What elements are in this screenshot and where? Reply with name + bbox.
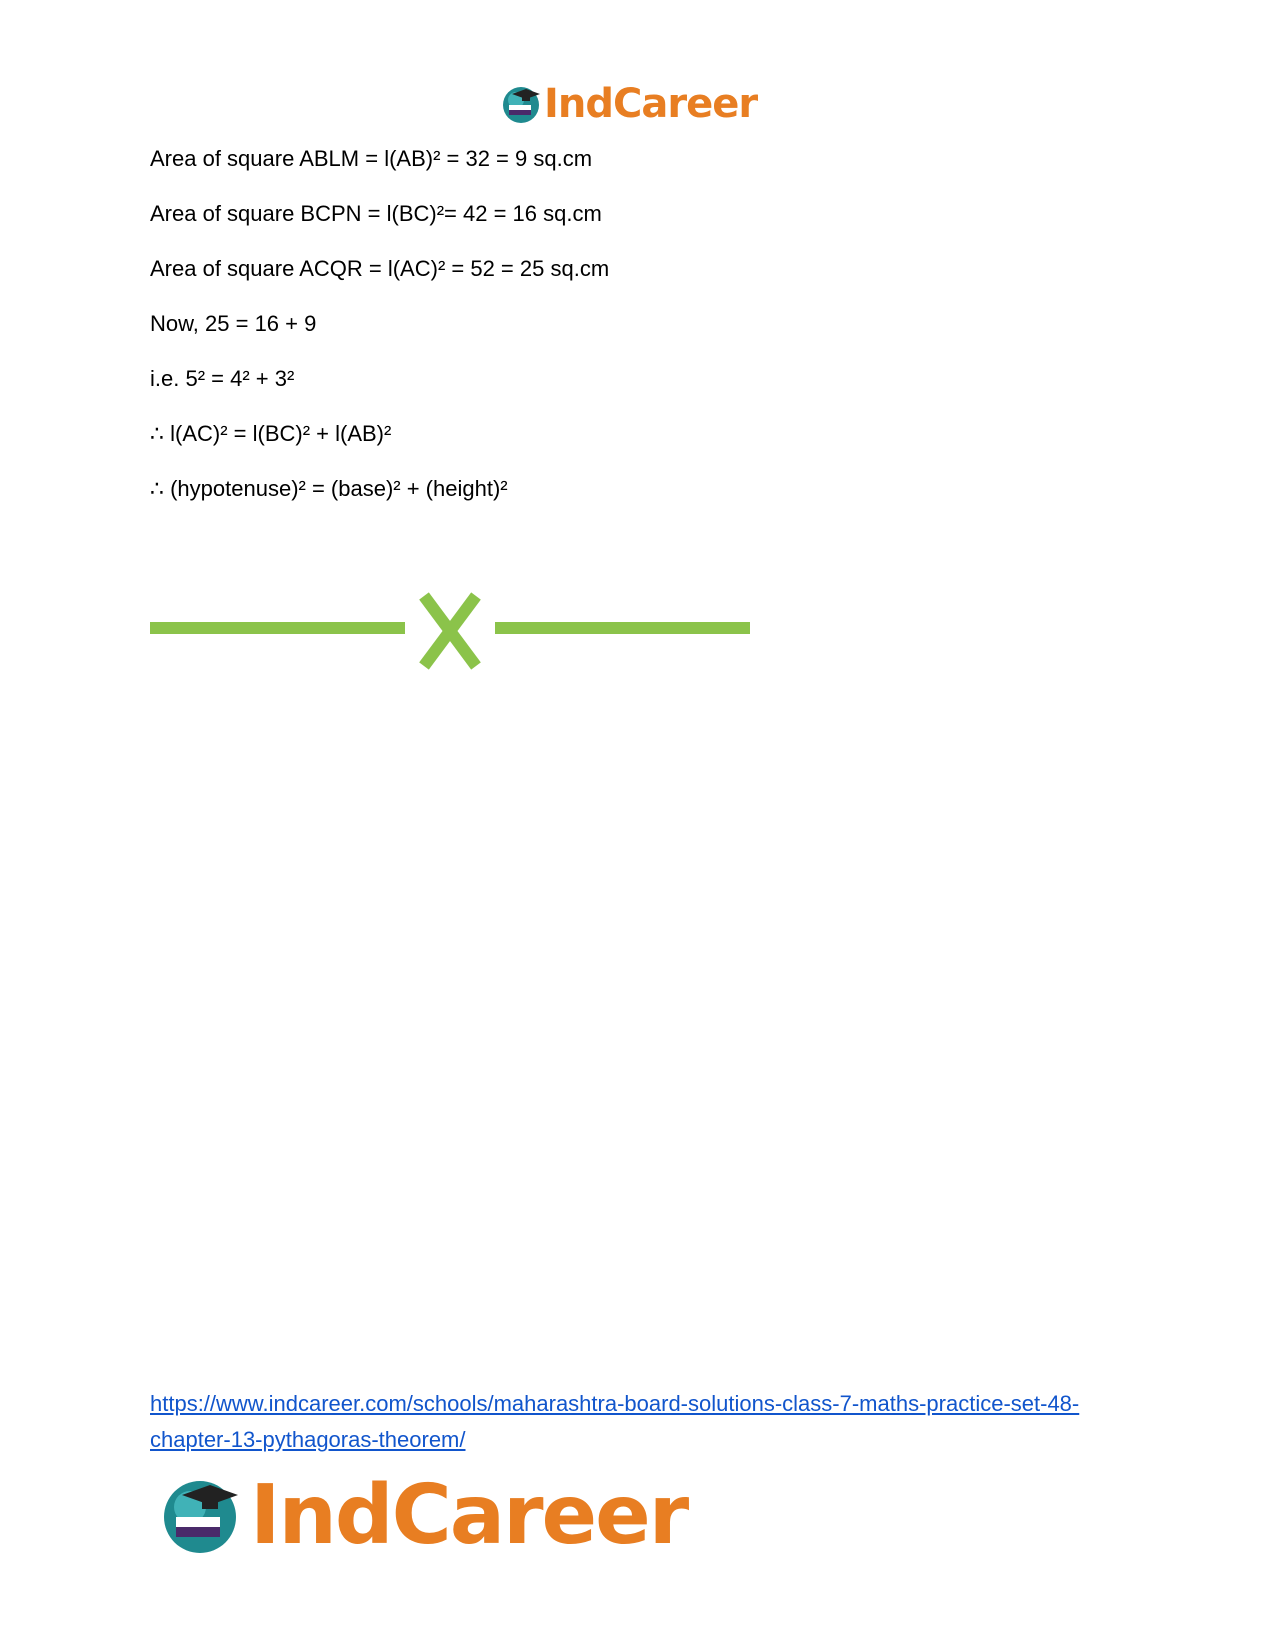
graduation-book-globe-icon	[158, 1473, 242, 1557]
text-line: Area of square ABLM = l(AB)² = 32 = 9 sq.cm	[150, 146, 593, 171]
text-line: Area of square BCPN = l(BC)²= 42 = 16 sq.cm	[150, 201, 602, 226]
text-line: i.e. 5² = 4² + 3²	[150, 366, 295, 391]
graduation-book-globe-icon	[500, 83, 542, 125]
text-line: Area of square ACQR = l(AC)² = 52 = 25 sq.cm	[150, 256, 610, 281]
footer-logo-text: IndCareer	[250, 1467, 688, 1563]
text-line: ∴ l(AC)² = l(BC)² + l(AB)²	[150, 421, 392, 446]
header-logo	[500, 78, 757, 130]
x-divider-icon	[150, 592, 750, 672]
source-link-line-2[interactable]: chapter-13-pythagoras-theorem/	[150, 1427, 466, 1452]
header-logo-text: IndCareer	[544, 81, 758, 127]
text-line: ∴ (hypotenuse)² = (base)² + (height)²	[150, 476, 508, 501]
solution-text	[150, 146, 1150, 531]
source-link-line-1[interactable]: https://www.indcareer.com/schools/maharashtra-board-solutions-class-7-maths-practice-set-48-	[150, 1391, 1080, 1416]
footer-logo	[158, 1467, 688, 1563]
source-link[interactable]	[150, 1386, 1150, 1458]
text-line: Now, 25 = 16 + 9	[150, 311, 317, 336]
